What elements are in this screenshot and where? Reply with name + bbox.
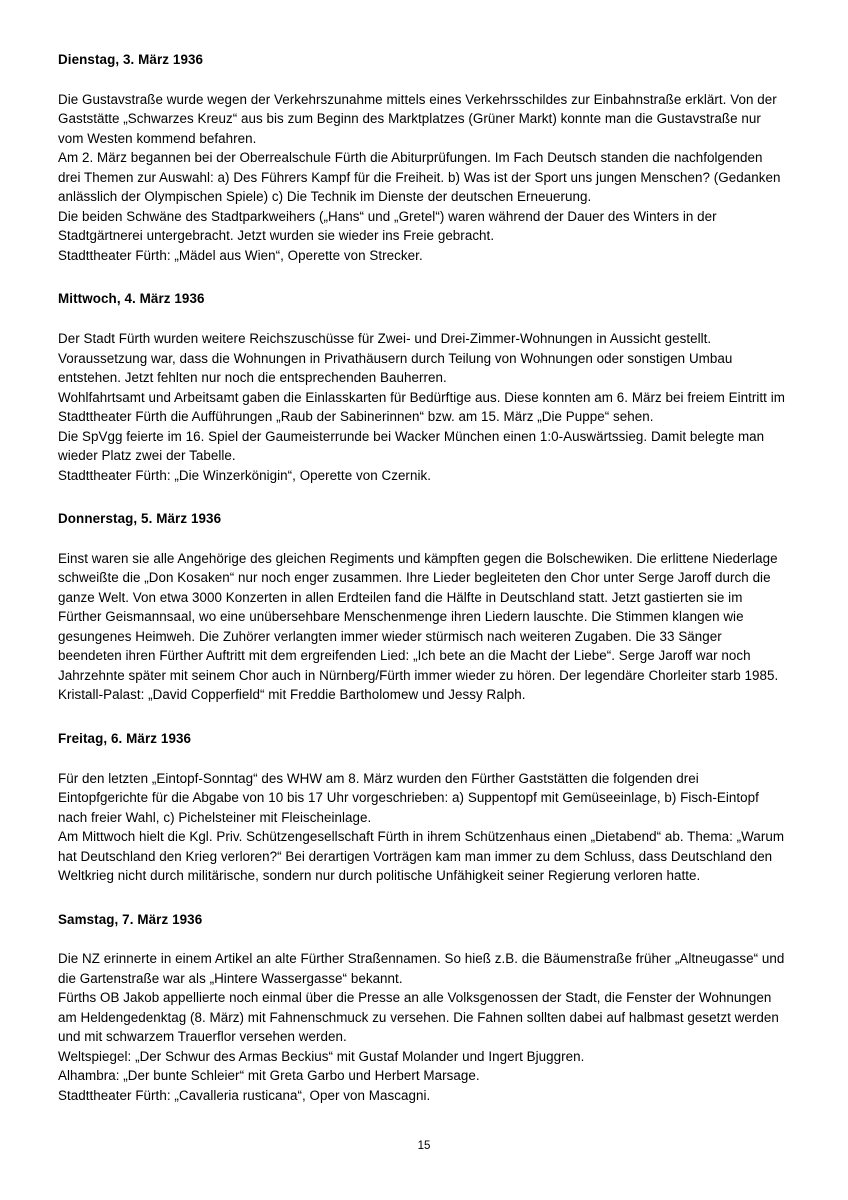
entry-paragraph: Stadttheater Fürth: „Mädel aus Wien“, Operette von Strecker. <box>58 247 423 263</box>
entry-body <box>58 769 788 886</box>
entry-paragraph: Am Mittwoch hielt die Kgl. Priv. Schützengesellschaft Fürth in ihrem Schützenhaus einen „Dietabend“ ab. Thema: „Warum hat Deutschland den Krieg verloren?“ Bei derartigen Vorträgen kam man immer zu dem Schluss, dass Deutschland den Weltkrieg nicht durch militärische, sondern nur durch politische Unfähigkeit seiner Regierung verloren hatte. <box>58 829 785 883</box>
entry-body <box>58 949 788 1105</box>
entry-date-heading: Mittwoch, 4. März 1936 <box>58 291 205 307</box>
entry-paragraph: Stadttheater Fürth: „Die Winzerkönigin“, Operette von Czernik. <box>58 467 431 483</box>
diary-entry <box>58 291 788 485</box>
entry-body <box>58 549 788 705</box>
entry-paragraph: Die Gustavstraße wurde wegen der Verkehrszunahme mittels eines Verkehrsschildes zur Einbahnstraße erklärt. Von der Gaststätte „Schwarzes Kreuz“ aus bis zum Beginn des Marktplatzes (Grüner Markt) konnte man die Gustavstraße nur vom Westen kommend befahren. <box>58 91 777 146</box>
entry-date-heading: Samstag, 7. März 1936 <box>58 911 203 927</box>
entry-paragraph: Für den letzten „Eintopf-Sonntag“ des WHW am 8. März wurden den Fürther Gaststätten die folgenden drei Eintopfgerichte für die Abgabe von 10 bis 17 Uhr vorgeschrieben: a) Suppentopf mit Gemüseeinlage, b) Fisch-Eintopf nach freier Wahl, c) Pichelsteiner mit Fleischeinlage. <box>58 770 759 825</box>
entry-paragraph: Fürths OB Jakob appellierte noch einmal über die Presse an alle Volksgenossen der Stadt, die Fenster der Wohnungen am Heldengedenktag (8. März) mit Fahnenschmuck zu versehen. Die Fahnen sollten dabei auf halbmast gesetzt werden und mit schwarzem Trauerflor versehen werden. <box>58 990 779 1045</box>
entry-paragraph: Weltspiegel: „Der Schwur des Armas Beckius“ mit Gustaf Molander und Ingert Bjuggren. <box>58 1048 585 1064</box>
entry-paragraph: Einst waren sie alle Angehörige des gleichen Regiments und kämpften gegen die Bolschewiken. Die erlittene Niederlage schweißte die „Don Kosaken“ nur noch enger zusammen. Ihre Lieder begleiteten den Chor unter Serge Jaroff durch die ganze Welt. Von etwa 3000 Konzerten in allen Erdteilen fand die Hälfte in Deutschland statt. Jetzt gastierten sie im Fürther Geismannsaal, wo eine unübersehbare Menschenmenge ihren Liedern lauschte. Die Stimmen klangen wie gesungenes Heimweh. Die Zuhörer verlangten immer wieder stürmisch nach weiteren Zugaben. Die 33 Sänger beendeten ihren Fürther Auftritt mit dem ergreifenden Lied: „Ich bete an die Macht der Liebe“. Serge Jaroff war noch Jahrzehnte später mit seinem Chor auch in Nürnberg/Fürth immer wieder zu hören. Der legendäre Chorleiter starb 1985. <box>58 550 779 683</box>
diary-entry <box>58 912 788 1106</box>
diary-entry <box>58 511 788 705</box>
entry-paragraph: Wohlfahrtsamt und Arbeitsamt gaben die Einlasskarten für Bedürftige aus. Diese konnten am 6. März bei freiem Eintritt im Stadttheater Fürth die Aufführungen „Raub der Sabinerinnen“ bzw. am 15. März „Die Puppe“ sehen. <box>58 389 785 424</box>
entry-date-heading: Donnerstag, 5. März 1936 <box>58 511 222 526</box>
page-number: 15 <box>417 1140 431 1152</box>
diary-entry <box>58 731 788 886</box>
entry-paragraph: Der Stadt Fürth wurden weitere Reichszuschüsse für Zwei- und Drei-Zimmer-Wohnungen in Aussicht gestellt. Voraussetzung war, dass die Wohnungen in Privathäusern durch Teilung von Wohnungen oder sonstigen Umbau entstehen. Jetzt fehlten nur noch die entsprechenden Bauherren. <box>58 331 733 385</box>
entry-date-heading: Freitag, 6. März 1936 <box>58 730 192 746</box>
entry-paragraph: Stadttheater Fürth: „Cavalleria rusticana“, Oper von Mascagni. <box>58 1087 431 1103</box>
entry-paragraph: Die beiden Schwäne des Stadtparkweihers („Hans“ und „Gretel“) waren während der Dauer des Winters in der Stadtgärtnerei untergebracht. Jetzt wurden sie wieder ins Freie gebracht. <box>58 208 717 244</box>
entry-date-heading: Dienstag, 3. März 1936 <box>58 52 204 67</box>
entry-paragraph: Die NZ erinnerte in einem Artikel an alte Fürther Straßennamen. So hieß z.B. die Bäumenstraße früher „Altneugasse“ und die Gartenstraße war als „Hintere Wassergasse“ bekannt. <box>58 951 785 986</box>
entry-body <box>58 329 788 485</box>
entry-paragraph: Am 2. März begannen bei der Oberrealschule Fürth die Abiturprüfungen. Im Fach Deutsch standen die nachfolgenden drei Themen zur Auswahl: a) Des Führers Kampf für die Freiheit. b) Was ist der Sport uns jungen Menschen? (Gedanken anlässlich der Olympischen Spiele) c) Die Technik im Dienste der deutschen Erneuerung. <box>58 150 781 205</box>
entry-paragraph: Kristall-Palast: „David Copperfield“ mit Freddie Bartholomew und Jessy Ralph. <box>58 687 526 703</box>
entry-body <box>58 90 788 266</box>
entry-paragraph: Alhambra: „Der bunte Schleier“ mit Greta Garbo und Herbert Marsage. <box>58 1068 480 1084</box>
entry-paragraph: Die SpVgg feierte im 16. Spiel der Gaumeisterrunde bei Wacker München einen 1:0-Auswärtssieg. Damit belegte man wieder Platz zwei der Tabelle. <box>58 428 765 463</box>
diary-entry <box>58 52 788 265</box>
